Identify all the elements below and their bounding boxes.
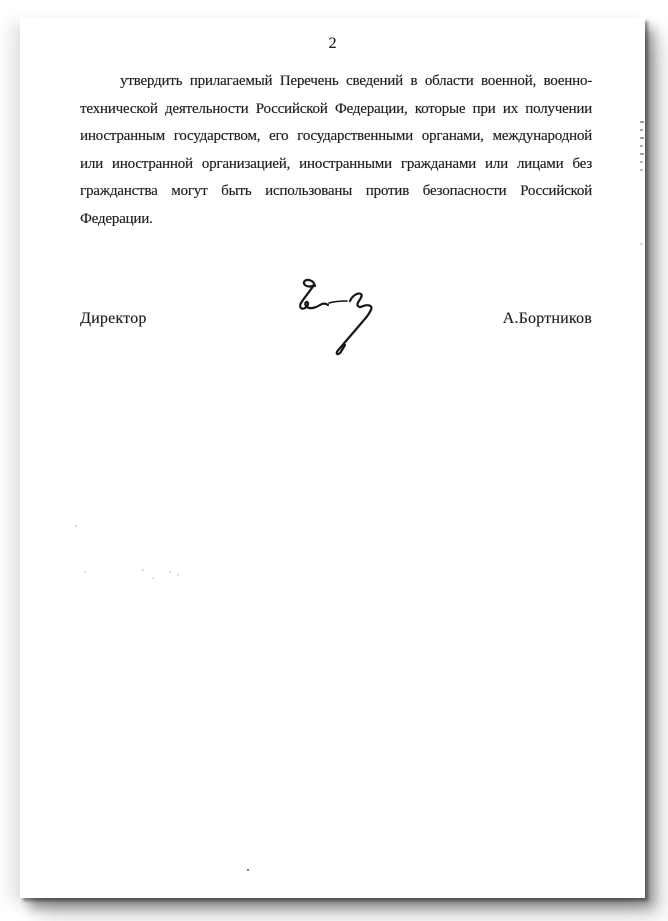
scan-speckle [142, 569, 144, 571]
scan-edge-mark [640, 121, 644, 123]
paragraph-line: иностранным государством, его государственными органами, международной [80, 128, 592, 144]
scan-edge-mark [640, 153, 644, 155]
paragraph-line: технической деятельности Российской Федерации, которые при их получении [80, 100, 592, 117]
scan-edge-mark [640, 145, 643, 147]
scan-edge-mark [640, 169, 643, 171]
scan-speckle [247, 869, 249, 871]
scan-edge-mark [640, 243, 643, 245]
main-paragraph [80, 68, 592, 233]
scan-edge-mark [640, 129, 643, 131]
paragraph-line: Федерации. [80, 210, 153, 227]
scan-edge-mark [640, 137, 644, 139]
signature-block [80, 310, 592, 328]
scan-speckle [152, 577, 154, 579]
director-label: Директор [80, 310, 147, 327]
paragraph-line: или иностранной организацией, иностранными гражданами или лицами без [80, 155, 592, 172]
scan-edge-mark [640, 161, 643, 163]
signer-name: А.Бортников [502, 310, 592, 327]
paragraph-line: гражданства могут быть использованы против безопасности Российской [80, 183, 592, 199]
document-page [20, 18, 645, 898]
scan-speckle [84, 571, 86, 573]
paragraph-line: утвердить прилагаемый Перечень сведений в области военной, военно- [120, 73, 592, 89]
page-number: 2 [328, 35, 337, 52]
scan-speckle [169, 571, 171, 573]
scan-speckle [177, 574, 179, 576]
scan-speckle [75, 525, 77, 527]
